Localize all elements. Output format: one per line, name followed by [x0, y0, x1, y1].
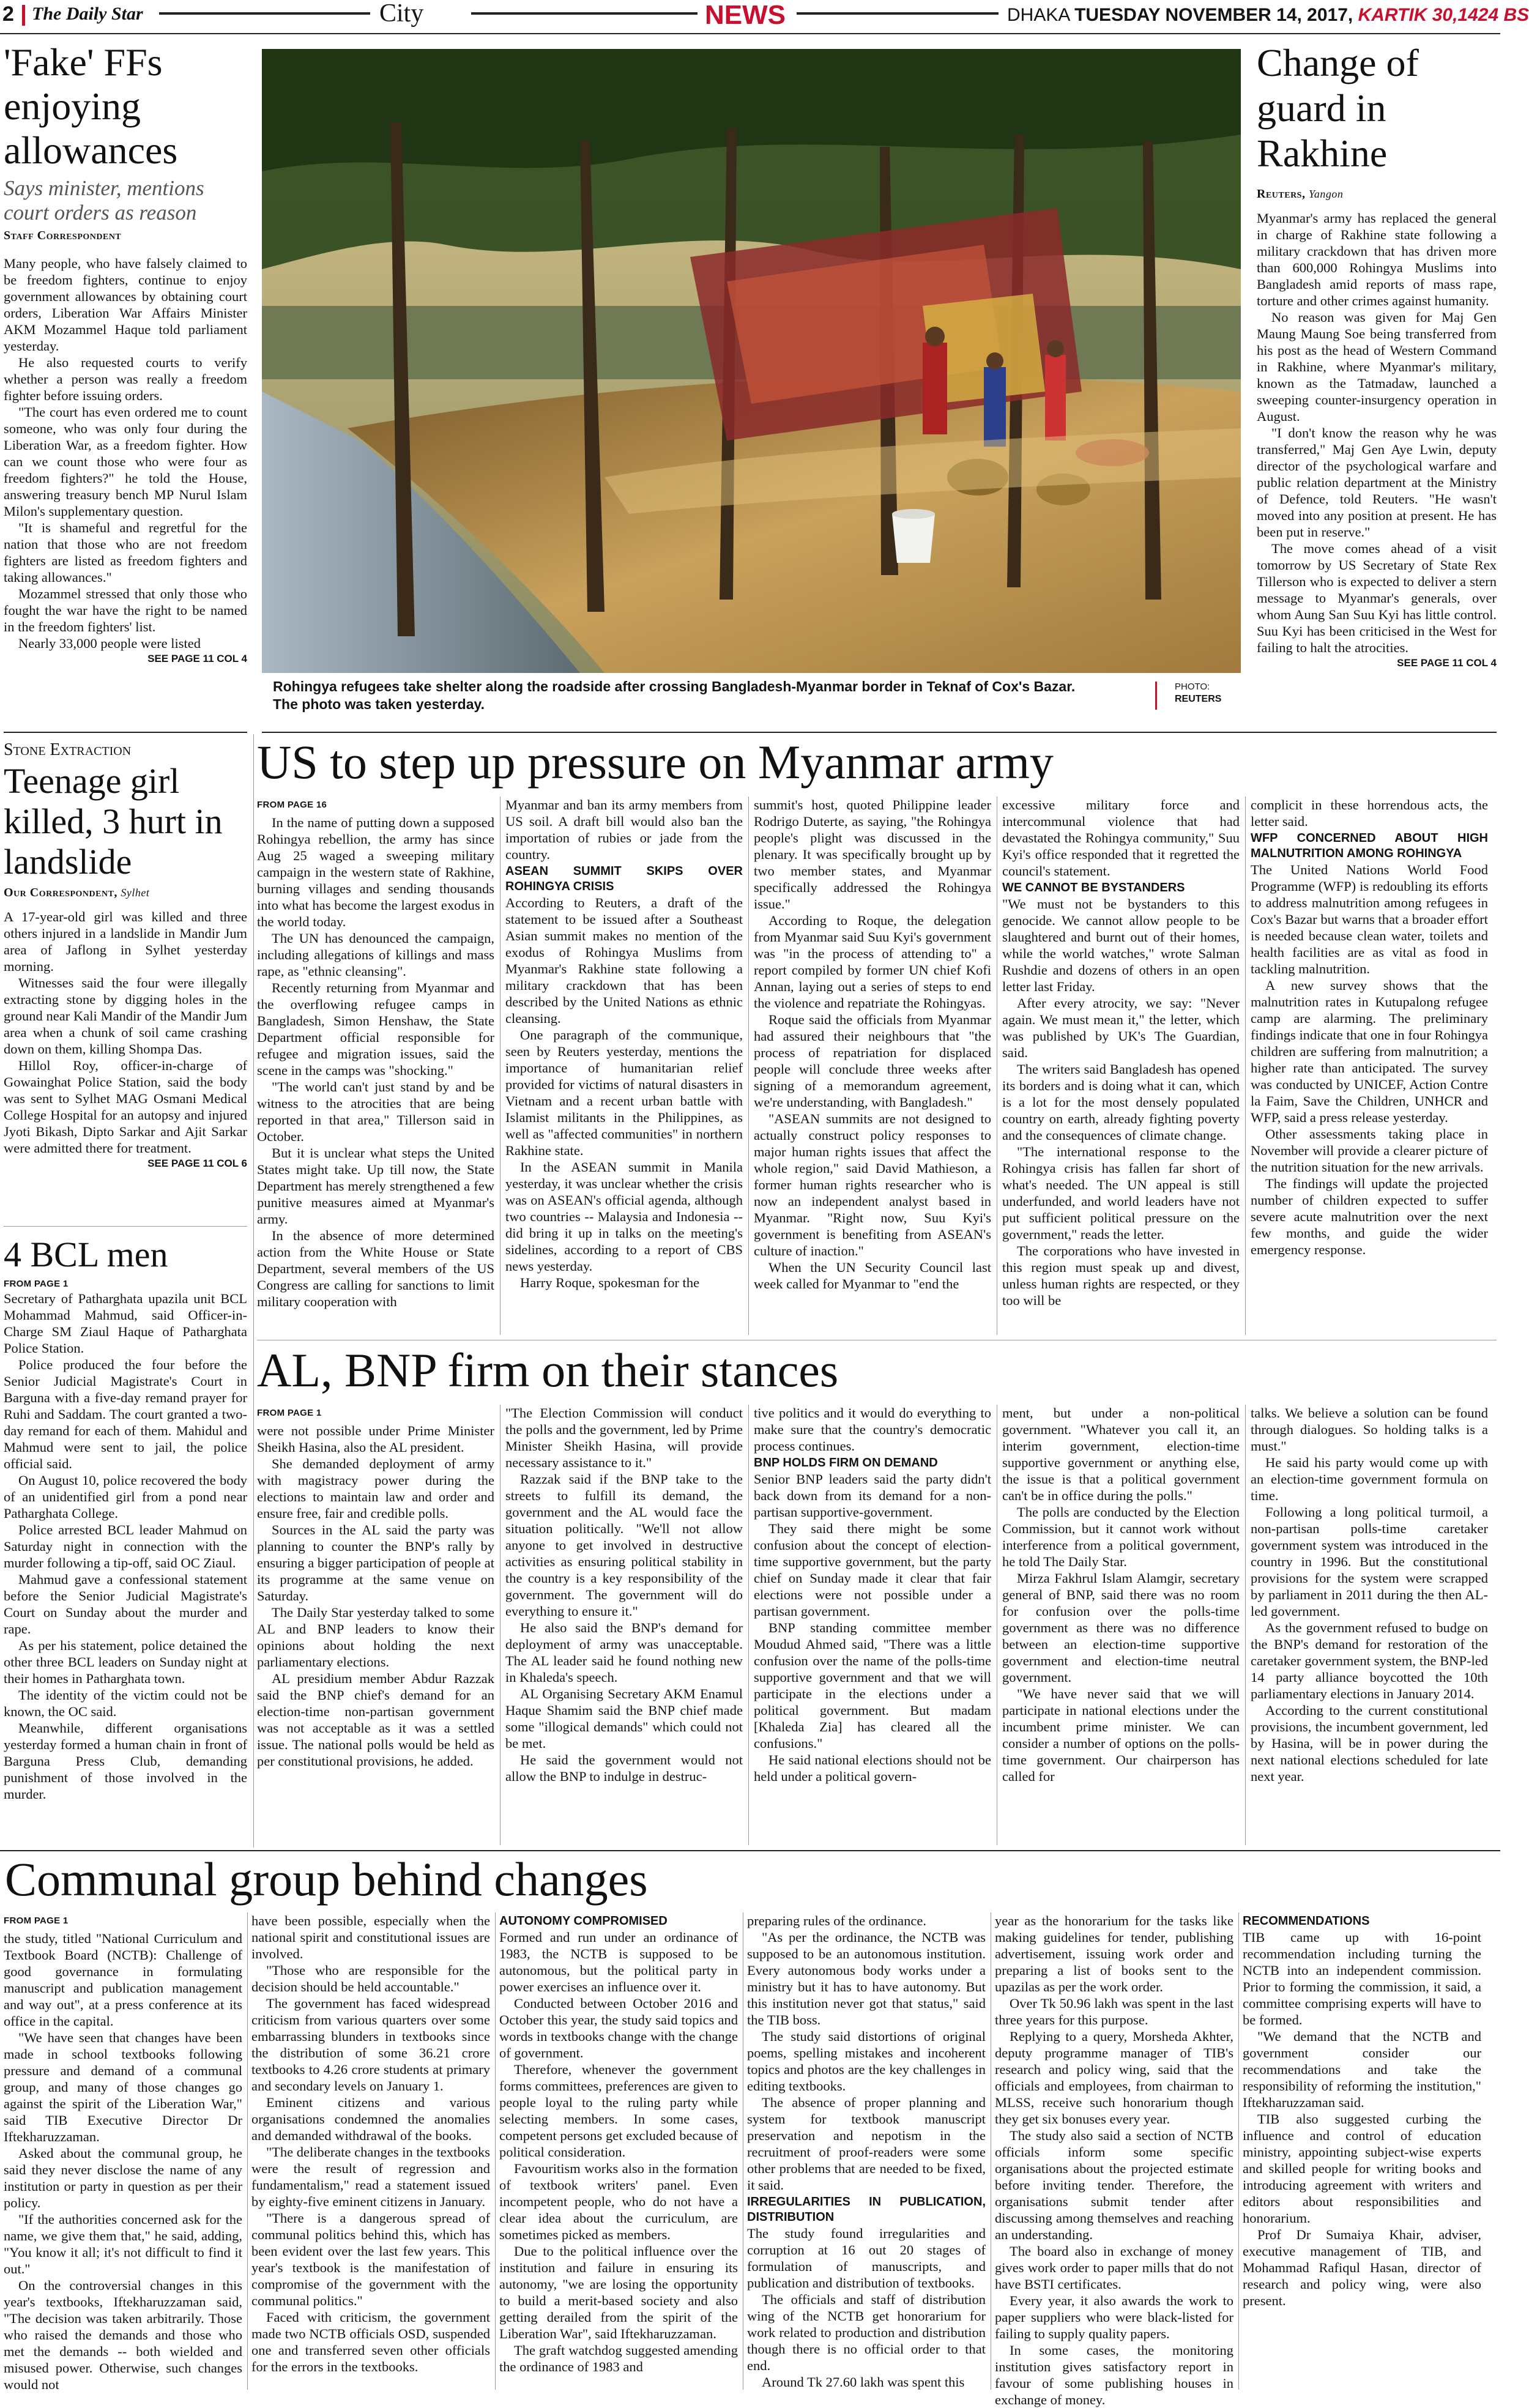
paragraph: Roque said the officials from Myanmar had assured their neighbours that "the process of repatriation for displaced people will conclude three weeks after signing of a memorandum agreement, we're understanding, with Bangladesh."	[754, 1012, 991, 1110]
text-column	[1002, 797, 1240, 1335]
text-column	[251, 1912, 490, 2390]
column-divider	[1238, 1912, 1239, 2390]
column-divider	[247, 1912, 248, 2390]
paragraph: Following a long political turmoil, a non-partisan polls-time caretaker government system was introduced in the country in 1996. But the constitutional provisions for the system were scrapped by parliament in 2011 during the then AL-led government.	[1251, 1504, 1488, 1619]
paragraph: Sources in the AL said the party was planning to counter the BNP's rally by ensuring a bigger participation of people at its programme at the same venue on Saturday.	[257, 1522, 494, 1603]
paragraph: Myanmar and ban its army members from US soil. A draft bill would also ban the importation of rubies or jade from the country.	[505, 797, 743, 862]
banner-bottom-rule	[0, 33, 1500, 34]
paragraph: The findings will update the projected number of children expected to suffer severe acute malnutrition over the next few months, and guide the wider emergency response.	[1251, 1176, 1488, 1257]
paragraph: Due to the political influence over the institution and failure in ensuring its autonomy, "we are losing the opportunity to build a merit-based society and also getting derailed from the spirit of the Liberation War", said Iftekharuzzaman.	[499, 2243, 738, 2341]
paragraph: As per his statement, police detained the other three BCL leaders on Sunday night at their homes in Patharghata town.	[4, 1638, 247, 1686]
photo-credit-label: PHOTO:	[1175, 682, 1210, 692]
paragraph: Mozammel stressed that only those who fought the war have the right to be named in the freedom fighters' list.	[4, 586, 247, 634]
banner-rule-left	[159, 12, 370, 15]
subheading: WFP CONCERNED ABOUT HIGH MALNUTRITION AMONG ROHINGYA	[1251, 831, 1488, 860]
text-column	[995, 1912, 1233, 2407]
paragraph: The study found irregularities and corruption at 16 out 20 stages of formulation of manuscripts, and publication and distribution of textbooks.	[747, 2226, 986, 2291]
paragraph: One paragraph of the communique, seen by Reuters yesterday, mentions the importance of humanitarian relief provided for victims of natural disasters in Vietnam and a recent urban battle with Islamist militants in the Philippines, as well as "affected communities" in northern Rakhine state.	[505, 1027, 743, 1158]
text-column	[4, 1912, 242, 2390]
photo-credit: REUTERS	[1175, 694, 1222, 704]
paragraph: Witnesses said the four were illegally extracting stone by digging holes in the ground near Kali Mandir of the Mandir Jum area when a chunk of soil came crashing down on them, killing Shompa Das.	[4, 975, 247, 1057]
rule-top-wide	[262, 732, 1497, 733]
paragraph: AL presidium member Abdur Razzak said the BNP chief's demand for an election-time non-partisan government was not acceptable as it was a settled issue. The national polls would be held as per constitutional provisions, he added.	[257, 1671, 494, 1769]
text-column	[754, 797, 991, 1335]
paragraph: When the UN Security Council last week called for Myanmar to "end the	[754, 1260, 991, 1291]
paragraph: In the name of putting down a supposed Rohingya rebellion, the army has since Aug 25 waged a sweeping military campaign in the western state of Rakhine, burning villages and sending thousands into what has become the largest exodus in the world today.	[257, 815, 494, 929]
subhead-fake-ffs: Says minister, mentions court orders as reason	[4, 176, 204, 225]
paragraph: He said national elections should not be held under a political govern-	[754, 1752, 991, 1784]
story-bcl-men	[4, 1236, 247, 1802]
paragraph: But it is unclear what steps the United States might take. Up till now, the State Department has merely strengthened a few punitive measures aimed at Myanmar's army.	[257, 1145, 494, 1227]
paragraph: Faced with criticism, the government made two NCTB officials OSD, suspended one and transferred seven other officials for the errors in the textbooks.	[251, 2310, 490, 2374]
byline-rakhine-place: Yangon	[1308, 188, 1344, 200]
byline-rakhine-agency: Reuters	[1257, 187, 1302, 201]
from-page-label: FROM PAGE 1	[257, 1408, 322, 1418]
paragraph: Favouritism works also in the formation of textbook writers' panel. Even incompetent people, who do not have a clear idea about the curriculum, are sometimes picked as members.	[499, 2161, 738, 2242]
paragraph: Recently returning from Myanmar and the overflowing refugee camps in Bangladesh, Simon Henshaw, the State Department official responsible for refugee and migration issues, said the scene in the camps was "shocking."	[257, 980, 494, 1078]
paragraph: year as the honorarium for the tasks like making guidelines for tender, publishing advertisement, issuing work order and preparing a list of books sent to the upazilas as per the work order.	[995, 1913, 1233, 1994]
story-fake-ffs	[4, 40, 247, 665]
paragraph: AL Organising Secretary AKM Enamul Haque Shamim said the BNP chief made some "illogical demands" which could not be met.	[505, 1686, 743, 1751]
paragraph: ment, but under a non-political government. "Whatever you call it, an interim government, election-time supportive government or anything else, the issue is that a political government can't be in office during the polls."	[1002, 1405, 1240, 1503]
paragraph: He also requested courts to verify whether a person was really a freedom fighter before issuing orders.	[4, 355, 247, 403]
story-teenage-girl	[4, 740, 247, 1170]
paragraph: The move comes ahead of a visit tomorrow by US Secretary of State Rex Tillerson who is expected to deliver a stern message to Myanmar's generals, over whom Aung San Suu Kyi has little control. Suu Kyi has been criticised in the West for failing to halt the atrocities.	[1257, 541, 1497, 655]
text-column	[747, 1912, 986, 2390]
subheading: ASEAN SUMMIT SKIPS OVER ROHINGYA CRISIS	[505, 864, 743, 893]
paragraph: "The deliberate changes in the textbooks were the result of regression and fundamentalism," read a statement issued by eighty-five eminent citizens in January.	[251, 2144, 490, 2209]
rule-communal	[0, 1850, 1500, 1851]
paragraph: have been possible, especially when the national spirit and constitutional issues are involved.	[251, 1913, 490, 1961]
paragraph: excessive military force and intercommunal violence that had devastated the Rohingya community," Suu Kyi's office responded that it regretted the council's statement.	[1002, 797, 1240, 879]
text-column	[505, 797, 743, 1335]
paragraph: On the controversial changes in this year's textbooks, Iftekharuzzaman said, "The decision was taken arbitrarily. Those who raised the demands and those who met the demands -- both wielded and misused power. Otherwise, such changes would not	[4, 2278, 242, 2392]
body-teenage-girl	[4, 909, 247, 1156]
paragraph: The study said distortions of original poems, spelling mistakes and incoherent topics and photos are the key challenges in editing textbooks.	[747, 2029, 986, 2094]
paragraph: Mirza Fakhrul Islam Alamgir, secretary general of BNP, said there was no room for confusion over the polls-time government as there was no difference between an election-time supportive government and election-time neutral government.	[1002, 1570, 1240, 1685]
headline-teenage-girl: Teenage girl killed, 3 hurt in landslide	[4, 761, 223, 882]
body-rakhine	[1257, 210, 1497, 656]
paragraph: The polls are conducted by the Election Commission, but it cannot work without interference from a political government, he told The Daily Star.	[1002, 1504, 1240, 1569]
text-column	[505, 1405, 743, 1845]
text-column	[1243, 1912, 1481, 2390]
paragraph: Eminent citizens and various organisations condemned the anomalies and demanded withdrawal of the books.	[251, 2095, 490, 2143]
paragraph: "The international response to the Rohingya crisis has fallen far short of what's needed. The UN appeal is still underfunded, and world leaders have not put sufficient political pressure on the government," reads the letter.	[1002, 1144, 1240, 1242]
jump-line-rakhine: SEE PAGE 11 COL 4	[1397, 657, 1497, 669]
paragraph: According to the current constitutional provisions, the incumbent government, led by Hasina, will be in power during the next national elections scheduled for late next year.	[1251, 1703, 1488, 1784]
paragraph: The Daily Star yesterday talked to some AL and BNP leaders to know their opinions about holding the next parliamentary elections.	[257, 1605, 494, 1670]
paragraph: "It is shameful and regretful for the nation that those who are not freedom fighters are listed as freedom fighters and taking allowances."	[4, 520, 247, 585]
news-label: NEWS	[705, 0, 786, 30]
paragraph: Hillol Roy, officer-in-charge of Gowainghat Police Station, said the body was sent to Sylhet MAG Osmani Medical College Hospital for an autopsy and injured Jyoti Bikash, Dipto Sarkar and Ajit Sarkar were admitted there for treatment.	[4, 1058, 247, 1156]
text-column	[1251, 797, 1488, 1335]
paragraph: "If the authorities concerned ask for the name, we give them that," he said, adding, "You know it all; it's not difficult to find it out."	[4, 2212, 242, 2276]
paragraph: talks. We believe a solution can be found through dialogues. So holding talks is a must."	[1251, 1405, 1488, 1454]
paragraph: were not possible under Prime Minister Sheikh Hasina, also the AL president.	[257, 1423, 494, 1455]
dateline	[1007, 5, 1529, 26]
rule-bcl	[4, 1226, 247, 1227]
headline-fake-ffs: 'Fake' FFs enjoying allowances	[4, 40, 178, 172]
paragraph: The graft watchdog suggested amending the ordinance of 1983 and	[499, 2343, 738, 2374]
from-page-label: FROM PAGE 16	[257, 800, 327, 810]
column-divider	[495, 1912, 496, 2390]
subheading: WE CANNOT BE BYSTANDERS	[1002, 881, 1185, 894]
from-page-bcl: FROM PAGE 1	[4, 1279, 69, 1289]
headline-bcl-men: 4 BCL men	[4, 1235, 168, 1274]
paragraph: They said there might be some confusion about the concept of election-time supportive government, but the party chief on Sunday made it clear that fair elections were not possible under a partisan government.	[754, 1521, 991, 1619]
body-fake-ffs	[4, 255, 247, 652]
paragraph: "We have seen that changes have been made in school textbooks following pressure and demand of a communal group, and many of those changes go against the spirit of the Liberation War," said TIB Executive Director Dr Iftekharuzzaman.	[4, 2030, 242, 2144]
paragraph: Other assessments taking place in November will provide a clearer picture of the nutrition situation for the new arrivals.	[1251, 1126, 1488, 1175]
paragraph: Conducted between October 2016 and October this year, the study said topics and words in textbooks change with the change of government.	[499, 1996, 738, 2061]
paragraph: A 17-year-old girl was killed and three others injured in a landslide in Mandir Jum area of Jaflong in Sylhet yesterday morning.	[4, 909, 247, 974]
paragraph: TIB came up with 16-point recommendation including turning the NCTB into an independent commission. Prior to forming the commission, it said, a committee comprising experts will have to be formed.	[1243, 1930, 1481, 2027]
banner-rule-right	[797, 12, 999, 15]
paragraph: The absence of proper planning and system for textbook manuscript preservation and nepotism in the recruitment of proof-readers were some other problems that are needed to be fixed, it said.	[747, 2095, 986, 2193]
paragraph: "The world can't just stand by and be witness to the atrocities that are being reported in that area," Tillerson said in October.	[257, 1079, 494, 1144]
rule-top-left	[4, 732, 247, 733]
paragraph: In the ASEAN summit in Manila yesterday, it was unclear whether the crisis was on ASEAN's official agenda, although two countries -- Malaysia and Indonesia -- did bring it up in talks on the meeting's sidelines, according to a report of CBS news yesterday.	[505, 1159, 743, 1274]
masthead-logo: The Daily Star	[32, 4, 143, 24]
paragraph: Razzak said if the BNP take to the streets to fulfill its demand, the government and the AL would face the situation politically. "We'll not allow anyone to get involved in destructive activities as ensuring political stability in the country is a key responsibility of the government. The government will do everything to ensure it."	[505, 1471, 743, 1619]
paragraph: The corporations who have invested in this region must speak up and divest, unless human rights are respected, or they too will be	[1002, 1243, 1240, 1308]
paragraph: The UN has denounced the campaign, including allegations of killings and mass rape, as "ethnic cleansing".	[257, 931, 494, 979]
paragraph: "We must not be bystanders to this genocide. We cannot allow people to be slaughtered and burnt out of their homes, while the world watches," wrote Salman Rushdie and dozens of others in an open letter last Friday.	[1002, 896, 1240, 994]
column-divider	[1245, 797, 1246, 1335]
column-divider-left	[253, 734, 254, 1848]
credit-divider	[1155, 682, 1157, 710]
story-rakhine	[1257, 40, 1497, 669]
paragraph: The identity of the victim could not be known, the OC said.	[4, 1687, 247, 1719]
paragraph: Myanmar's army has replaced the general in charge of Rakhine state following a military crackdown that has driven more than 600,000 Rohingya Muslims into Bangladesh amid reports of mass rape, torture and other crimes against humanity.	[1257, 210, 1497, 308]
byline-teenage-girl: Our Correspondent, Sylhet	[4, 886, 150, 899]
paragraph: tive politics and it would do everything to make sure that the country's democratic process continues.	[754, 1405, 991, 1454]
text-column	[499, 1912, 738, 2390]
paragraph: Meanwhile, different organisations yesterday formed a human chain in front of Barguna Press Club, demanding punishment of those involved in the murder.	[4, 1720, 247, 1802]
text-column	[257, 797, 494, 1335]
paragraph: "As per the ordinance, the NCTB was supposed to be an autonomous institution. Every autonomous body works under a ministry but it has to have autonomy. But this institution never got that status," said the TIB boss.	[747, 1930, 986, 2027]
paragraph: "Those who are responsible for the decision should be held accountable."	[251, 1963, 490, 1994]
column-divider	[748, 797, 749, 1335]
paragraph: The writers said Bangladesh has opened its borders and is doing what it can, which is a lot for the most densely populated country on earth, already fighting poverty and the consequences of climate change.	[1002, 1061, 1240, 1143]
text-column	[1002, 1405, 1240, 1845]
dateline-bangla: KARTIK 30,1424 BS	[1358, 5, 1529, 25]
headline-al-bnp: AL, BNP firm on their stances	[257, 1343, 839, 1397]
paragraph: On August 10, police recovered the body of an unidentified girl from a pond near Patharghata College.	[4, 1473, 247, 1521]
banner-divider	[22, 5, 25, 26]
paragraph: He said the government would not allow the BNP to indulge in destruc-	[505, 1752, 743, 1784]
dateline-city: DHAKA	[1007, 5, 1070, 25]
paragraph: preparing rules of the ordinance.	[747, 1913, 927, 1928]
paragraph: "I don't know the reason why he was transferred," Maj Gen Aye Lwin, deputy director of the psychological warfare and public relation department at the Ministry of Defence, told Reuters. "He wasn't moved into any position at present. He has been put in reserve."	[1257, 425, 1497, 540]
column-divider	[1245, 1405, 1246, 1845]
paragraph: TIB also suggested curbing the influence and control of education ministry, appointing subject-wise experts and skilled people for writing books and introducing agreement with writers and editors about responsibilities and honorarium.	[1243, 2111, 1481, 2226]
paragraph: Mahmud gave a confessional statement before the Senior Judicial Magistrate's Court on Sunday about the murder and rape.	[4, 1572, 247, 1637]
photo-caption: Rohingya refugees take shelter along the roadside after crossing Bangladesh-Myanmar border in Teknaf of Cox's Bazar. The photo was taken yesterday.	[273, 678, 1076, 712]
paragraph: "ASEAN summits are not designed to actually construct policy responses to major human rights issues that affect the whole region," said David Mathieson, a former human rights researcher who is now an independent analyst based in Myanmar. "Right now, Suu Kyi's government is benefiting from ASEAN's culture of inaction."	[754, 1111, 991, 1258]
paragraph: Prof Dr Sumaiya Khair, adviser, executive management of TIB, and Mohammad Rafiqul Hasan, director of research and policy wing, were also present.	[1243, 2227, 1481, 2308]
paragraph: The United Nations World Food Programme (WFP) is redoubling its efforts to address malnutrition among refugees in Cox's Bazar but warns that a broader effort is needed because clean water, toilets and health facilities are as vital as food in tackling malnutrition.	[1251, 862, 1488, 976]
paragraph: Harry Roque, spokesman for the	[520, 1275, 700, 1290]
paragraph: complicit in these horrendous acts, the letter said.	[1251, 797, 1488, 829]
paragraph: The board also in exchange of money gives work order to paper mills that do not have BSTI certificates.	[995, 2243, 1233, 2292]
text-column	[1251, 1405, 1488, 1845]
paragraph: A new survey shows that the malnutrition rates in Kutupalong refugee camp are alarming. The preliminary findings indicate that one in four Rohingya children are suffering from malnutrition; a higher rate than anticipated. The survey was conducted by UNICEF, Action Contre la Faim, Save the Children, UNHCR and WFP, said a press release yesterday.	[1251, 978, 1488, 1125]
paragraph: He also said the BNP's demand for deployment of army was unacceptable. The AL leader said he found nothing new in Khaleda's speech.	[505, 1620, 743, 1685]
paragraph: She demanded deployment of army with magistracy power during the elections to maintain law and order and ensure free, fair and credible polls.	[257, 1456, 494, 1521]
headline-communal: Communal group behind changes	[5, 1852, 648, 1906]
page-banner	[0, 0, 1529, 32]
byline-fake-ffs: Staff Correspondent	[4, 229, 122, 242]
rohingya-shelter-photo	[262, 49, 1241, 673]
paragraph: "There is a dangerous spread of communal politics behind this, which has been evident over the last few years. This year's textbook is the manifestation of compromise of the government with the communal politics."	[251, 2210, 490, 2308]
paragraph: According to Roque, the delegation from Myanmar said Suu Kyi's government was "in the process of attending to" a report compiled by former UN chief Kofi Annan, laying out a series of steps to end the violence and repatriate the Rohingyas.	[754, 913, 991, 1011]
column-divider	[748, 1405, 749, 1845]
paragraph: No reason was given for Maj Gen Maung Maung Soe being transferred from his post as the head of Western Command in Rakhine, where Myanmar's military, known as the Tatmadaw, launched a sweeping counter-insurgency operation in August.	[1257, 310, 1497, 424]
page-number: 2	[2, 2, 14, 26]
jump-line-teenage-girl: SEE PAGE 11 COL 6	[147, 1158, 247, 1169]
body-bcl-men	[4, 1290, 247, 1802]
subheading: RECOMMENDATIONS	[1243, 1914, 1370, 1928]
paragraph: Senior BNP leaders said the party didn't back down from its demand for a non-partisan supportive-government.	[754, 1471, 991, 1520]
paragraph: "We have never said that we will participate in national elections under the incumbent prime minister. We can consider a number of options on the polls-time government. Our chairperson has called for	[1002, 1686, 1240, 1784]
text-column	[754, 1405, 991, 1845]
subheading: BNP HOLDS FIRM ON DEMAND	[754, 1456, 938, 1470]
byline-rakhine: Reuters, Yangon	[1257, 187, 1344, 201]
paragraph: Around Tk 27.60 lakh was spent this	[762, 2374, 965, 2390]
banner-rule-mid	[471, 12, 698, 15]
paragraph: In some cases, the monitoring institution gives satisfactory report in favour of some publishing houses in exchange of money.	[995, 2343, 1233, 2407]
subheading: AUTONOMY COMPROMISED	[499, 1914, 668, 1928]
paragraph: summit's host, quoted Philippine leader Rodrigo Duterte, as saying, "the Rohingya people's plight was discussed in the plenary. It was specifically brought up by two member states, and Myanmar specifically addressed the Rohingya issue."	[754, 797, 991, 912]
paragraph: According to Reuters, a draft of the statement to be issued after a Southeast Asian summit makes no mention of the exodus of Rohingya Muslims from Myanmar's Rakhine state following a military crackdown that has been described by the United Nations as ethnic cleansing.	[505, 895, 743, 1026]
byline-teenage-correspondent: Our Correspondent	[4, 886, 114, 899]
paragraph: Over Tk 50.96 lakh was spent in the last three years for this purpose.	[995, 1996, 1233, 2027]
paragraph: After every atrocity, we say: "Never again. We must mean it," the letter, which was published by UK's The Guardian, said.	[1002, 995, 1240, 1060]
paragraph: Asked about the communal group, he said they never disclose the name of any institution or party in question as per their policy.	[4, 2146, 242, 2210]
paragraph: "The Election Commission will conduct the polls and the government, led by Prime Minister Sheikh Hasina, will provide necessary assistance to it."	[505, 1405, 743, 1470]
section-label: City	[379, 0, 424, 28]
lead-photo	[262, 49, 1241, 673]
paragraph: The officials and staff of distribution wing of the NCTB get honorarium for work related to production and distribution though there is no official order to that end.	[747, 2292, 986, 2373]
paragraph: BNP standing committee member Moudud Ahmed said, "There was a little confusion over the name of the polls-time supportive government and that we will participate in the elections under a political government. But madam [Khaleda Zia] has cleared all the confusions."	[754, 1620, 991, 1751]
subheading: IRREGULARITIES IN PUBLICATION, DISTRIBUTION	[747, 2195, 986, 2224]
paragraph: Police arrested BCL leader Mahmud on Saturday night in connection with the murder following a tip-off, said OC Ziaul.	[4, 1522, 247, 1570]
paragraph: In the absence of more determined action from the White House or State Department, several members of the US Congress are calling for sanctions to limit military cooperation with	[257, 1228, 494, 1309]
paragraph: "We demand that the NCTB and government consider our recommendations and take the responsibility of reforming the institution," Iftekharuzzaman said.	[1243, 2029, 1481, 2110]
jump-line-fake-ffs: SEE PAGE 11 COL 4	[147, 653, 247, 664]
paragraph: Police produced the four before the Senior Judicial Magistrate's Court in Barguna with a five-day remand prayer for Ruhi and Saddam. The court granted a two- day remand for each of them. Mahidul and Mahmud were sent to jail, the police official said.	[4, 1357, 247, 1471]
byline-teenage-place: Sylhet	[121, 886, 150, 899]
headline-us-pressure: US to step up pressure on Myanmar army	[257, 735, 1054, 789]
paragraph: Nearly 33,000 people were listed	[18, 636, 201, 651]
paragraph: Replying to a query, Morsheda Akhter, deputy programme manager of TIB's research and policy wing, said that the officials and employees, from chairman to MLSS, receive such honorarium though they get six bonuses every year.	[995, 2029, 1233, 2127]
text-column	[257, 1405, 494, 1845]
kicker-teenage-girl: Stone Extraction	[4, 740, 132, 759]
paragraph: As the government refused to budge on the BNP's demand for restoration of the caretaker government system, the BNP-led 14 party alliance boycotted the 10th parliamentary elections in January 2014.	[1251, 1620, 1488, 1701]
paragraph: He said his party would come up with an election-time government formula on time.	[1251, 1455, 1488, 1503]
paragraph: The study also said a section of NCTB officials inform some specific organisations about the projected estimate before inviting tender. Therefore, the organisations submit tender after discussing among themselves and reaching an understanding.	[995, 2128, 1233, 2242]
paragraph: Therefore, whenever the government forms committees, preferences are given to people loyal to the ruling party while selecting members. In some cases, competent persons get excluded because of political consideration.	[499, 2062, 738, 2160]
paragraph: Formed and run under an ordinance of 1983, the NCTB is supposed to be autonomous, but the political party in power exercises an influence over it.	[499, 1930, 738, 1994]
paragraph: Many people, who have falsely claimed to be freedom fighters, continue to enjoy government allowances by obtaining court orders, Liberation War Affairs Minister AKM Mozammel Haque told parliament yesterday.	[4, 256, 247, 354]
paragraph: Secretary of Patharghata upazila unit BCL Mohammad Mahmud, said Officer-in-Charge SM Ziaul Haque of Patharghata Police Station.	[4, 1291, 247, 1356]
from-page-label: FROM PAGE 1	[4, 1916, 69, 1926]
paragraph: the study, titled "National Curriculum and Textbook Board (NCTB): Challenge of good governance in formulating manuscript and publication management and way out", at a press conference at its office in the capital.	[4, 1931, 242, 2029]
paragraph: "The court has even ordered me to count someone, who was only four during the Liberation War, as a freedom fighter. How can we count those who were four as freedom fighters?" he told the House, answering treasury bench MP Nurul Islam Milon's supplementary question.	[4, 404, 247, 519]
paragraph: The government has faced widespread criticism from various quarters over some embarrassing blunders in textbooks since the distribution of some 36.21 crore textbooks to 4.26 crore students at primary and secondary levels on January 1.	[251, 1996, 490, 2094]
photo-caption-box	[262, 675, 1241, 715]
paragraph: Every year, it also awards the work to paper suppliers who were black-listed for failing to supply quality papers.	[995, 2293, 1233, 2341]
headline-rakhine: Change of guard in Rakhine	[1257, 41, 1419, 175]
dateline-date: TUESDAY NOVEMBER 14, 2017,	[1074, 5, 1353, 25]
